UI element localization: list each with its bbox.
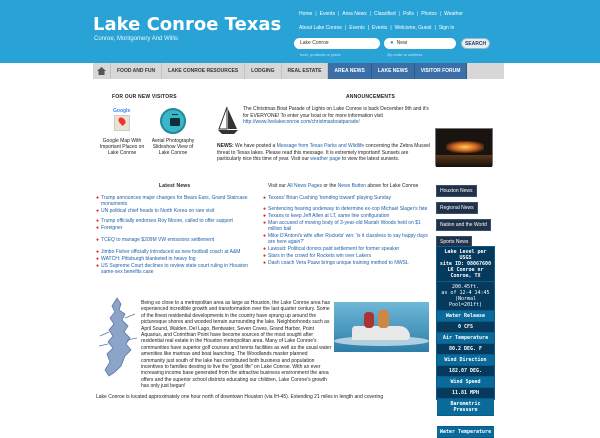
lake-widget-head-line: Lake Level per USGS	[444, 249, 487, 261]
list-item	[263, 220, 431, 232]
news-link[interactable]: Texans to keep Jeff Allen at LT, same line configuration	[268, 213, 390, 219]
announcement-news	[217, 143, 431, 163]
list-item	[96, 208, 260, 214]
bullet-icon: ●	[96, 263, 100, 269]
news-list-left	[96, 195, 260, 276]
google-map-card[interactable]	[99, 104, 145, 156]
list-item	[263, 253, 431, 259]
visit-text: or the	[322, 183, 338, 189]
bullet-icon: ●	[96, 237, 100, 243]
news-link[interactable]: Stars in the crowd for Rockets win over Lakers	[268, 253, 372, 259]
announcements-title: ANNOUNCEMENTS	[346, 94, 395, 100]
sailboat-icon	[217, 105, 239, 135]
list-item	[263, 233, 431, 245]
news-link[interactable]: Man accused of moving body of 3-year-old Mariah Woods held on $1 million bail	[268, 220, 421, 232]
announcement-news-text-3: to view the latest sunsets.	[340, 156, 400, 162]
news-link[interactable]: Sentencing hearing underway to determine ex-cop Michael Slager's fate	[268, 206, 428, 212]
topnav-separator: |	[398, 11, 401, 17]
topnav-separator: |	[416, 11, 419, 17]
topnav-separator: |	[390, 25, 392, 31]
announcement-news-text-1: We have posted a	[233, 143, 277, 149]
lake-widget-header	[437, 247, 494, 281]
nation-world-button[interactable]: Nation and the World	[436, 219, 491, 231]
home-icon[interactable]	[93, 63, 111, 79]
announcement-boat-parade-text: The Christmas Boat Parade of Lights on Lake Conroe is back December 9th and it's for EVERYONE! To enter your boat or for more information visit	[243, 106, 429, 119]
list-item	[96, 225, 260, 231]
list-item	[96, 249, 260, 255]
night-lighthouse-photo[interactable]	[435, 128, 493, 166]
search-what-value: Lake Conroe	[300, 40, 329, 46]
search-where-input[interactable]	[384, 38, 456, 49]
search-button[interactable]: SEARCH	[461, 38, 490, 49]
site-subtitle: Conroe, Montgomery And Willis	[94, 36, 179, 42]
news-link[interactable]: UN political chief heads to North Korea on rare visit	[101, 208, 215, 214]
lake-level-value	[437, 281, 494, 310]
news-link[interactable]: Foreigner	[101, 225, 123, 231]
bullet-icon: ●	[263, 246, 267, 252]
news-link[interactable]: WATCH: Pittsburgh blanketed in heavy fog	[101, 256, 196, 262]
topnav-photos[interactable]: Photos	[421, 11, 437, 17]
lake-widget-head-line: Conroe, TX	[450, 273, 481, 279]
topnav-separator: |	[367, 25, 370, 31]
bullet-icon: ●	[96, 195, 100, 201]
visit-text: above for Lake Conroe	[366, 183, 419, 189]
list-item	[263, 260, 431, 266]
nav-lake-news[interactable]: LAKE NEWS	[372, 63, 415, 79]
nav-food-and-fun[interactable]: FOOD AND FUN	[111, 63, 162, 79]
wind-direction-value: 182.07 DEG.	[448, 368, 483, 374]
list-item	[263, 246, 431, 252]
list-item	[96, 263, 260, 275]
aerial-slideshow-label: Aerial Photography Slideshow View of Lake Conroe	[151, 138, 195, 156]
lake-widget-head-line: LK Conroe nr	[447, 267, 484, 273]
list-item	[96, 218, 260, 224]
air-temperature-value: 80.2 DEG. F	[448, 346, 483, 352]
water-release-label: Water Release	[437, 310, 494, 322]
list-item	[96, 237, 260, 243]
welcome-guest: Welcome, Guest	[394, 25, 432, 31]
news-link[interactable]: Texans' Brian Cushing 'trending toward' playing Sunday	[268, 195, 391, 201]
topnav-separator: |	[337, 11, 340, 17]
news-link[interactable]: Lawsuit: Political donors paid settlement for former speaker	[268, 246, 400, 252]
secondary-nav	[299, 25, 457, 31]
news-link[interactable]: TCEQ to manage $209M VW emissions settlement	[101, 237, 215, 243]
search-where-value: Near	[396, 40, 408, 46]
search-what-input[interactable]	[294, 38, 380, 49]
region-buttons	[436, 185, 492, 253]
news-link[interactable]: Trump officially endorses Roy Moore, called to offer support	[101, 218, 233, 224]
boat-parade-link[interactable]: http://www.livelakeconroe.com/christmasboatparade/	[243, 119, 360, 125]
news-link[interactable]: Trump announces major changes for Bears Ears, Grand Staircase monuments	[101, 195, 248, 207]
topnav-home[interactable]: Home	[299, 11, 313, 17]
bullet-icon: ●	[96, 225, 100, 231]
topnav-events[interactable]: Events	[319, 11, 335, 17]
google-map-label: Google Map With Important Places on Lake Conroe	[99, 138, 145, 156]
list-item	[96, 256, 260, 262]
bullet-icon: ●	[263, 206, 267, 212]
bullet-icon: ●	[96, 249, 100, 255]
announcement-news-text-2: concerning the Zebra Mussel threat to Texas lakes. Please read this message. It is extremely important! Sunsets are particularly nice this time of year. Visit our	[217, 143, 430, 162]
announcement-boat-parade	[243, 106, 431, 126]
latest-news-title: Latest News	[159, 183, 191, 189]
bullet-icon: ●	[263, 260, 267, 266]
wind-speed-value: 11.81 MPH	[451, 390, 480, 396]
barometric-pressure-label: Barometric Pressure	[437, 398, 494, 416]
announcement-news-lead: NEWS:	[217, 143, 234, 149]
nav-lake-conroe-resources[interactable]: LAKE CONROE RESOURCES	[162, 63, 245, 79]
lake-level-widget	[436, 246, 495, 435]
news-link[interactable]: Mike D'Antoni's wife after Rockets' win: 'is it classless to say happy days are here again?'	[268, 233, 428, 245]
list-item	[263, 206, 431, 212]
topnav-area-news[interactable]: Area News	[342, 11, 367, 17]
water-temperature-label: Water Temperature	[437, 426, 494, 438]
lake-map-icon	[95, 296, 141, 378]
list-item	[263, 213, 431, 219]
google-map-icon-text: Google	[113, 108, 131, 114]
bullet-icon: ●	[96, 208, 100, 214]
visitors-title: FOR OUR NEW VISITORS	[112, 94, 177, 100]
houston-news-button[interactable]: Houston News	[436, 185, 477, 197]
news-button-link[interactable]: News Button	[337, 183, 367, 189]
list-item	[96, 195, 260, 207]
sign-in-link[interactable]: Sign In	[438, 25, 455, 31]
search-what-hint: food, products or place	[300, 52, 341, 57]
site-header	[0, 0, 600, 63]
search-where-hint: Zip code or address	[387, 52, 423, 57]
topnav-separator: |	[369, 11, 372, 17]
air-temperature-label: Air Temperature	[437, 332, 494, 344]
lake-level-line: as of 12-4 14:45	[441, 290, 490, 296]
news-link[interactable]: US Supreme Court declines to review state court ruling in Houston same-sex benefits case	[101, 263, 249, 275]
wind-direction-label: Wind Direction	[437, 354, 494, 366]
visit-news-line	[268, 183, 418, 189]
bullet-icon: ●	[263, 233, 267, 239]
tpwd-message-link[interactable]: Message from Texas Parks and Wildlife	[276, 143, 365, 149]
topnav-weather[interactable]: Weather	[444, 11, 463, 17]
nav-real-estate[interactable]: REAL ESTATE	[282, 63, 329, 79]
visit-text: Visit our	[268, 183, 288, 189]
jetski-photo	[334, 302, 429, 352]
bullet-icon: ●	[96, 256, 100, 262]
lake-widget-head-line: site ID: 08067600	[439, 261, 492, 267]
topnav-separator: |	[434, 25, 436, 31]
all-news-pages-link[interactable]: All News Pages	[287, 183, 323, 189]
topnav-separator: |	[315, 11, 317, 17]
news-list-right	[263, 195, 431, 267]
site-title[interactable]: Lake Conroe Texas	[93, 14, 282, 35]
sports-news-button[interactable]: Sports News	[436, 236, 472, 248]
topnav-separator: |	[345, 25, 347, 31]
nav-area-news[interactable]: AREA NEWS	[328, 63, 371, 79]
topnav-polls[interactable]: Polls	[403, 11, 414, 17]
bullet-icon: ●	[96, 218, 100, 224]
location-pin-icon: ●	[390, 40, 394, 46]
weather-page-link[interactable]: weather page	[310, 156, 341, 162]
topnav2-events-2[interactable]: Events	[372, 25, 388, 31]
news-link[interactable]: Dash coach Vera Pauw brings unique training method to NWSL	[268, 260, 409, 266]
intro-paragraph: Being so close to a metropolitan area as large as Houston, the Lake Conroe area has experienced incredible growth and transformation over the last quarter century. Some of the finest residential developments in the country have sprung up around the picturesque shores and wooded terrain surrounding the lake. Neighborhoods such as April Sound, Walden, Del Lago, Bentwater, Seven Coves, Grand Harbor, Point Aquarius, and Corinthian Point have become sources of the most sought after residential real estate in the Houston metropolitan area. Many of Lake Conroe's communities have superior golf courses and tennis facilities as well as the usual water amenities like marinas and boat launching. The Woodlands master planned community just south of the lake has contributed both business and population incentives to families desiring to live the "good life" on Lake Conroe. With an ever increasing income base generated from the attractive business environment the area offers and the superior school districts educating our children, Lake Conroe's growth has only just begun!	[141, 300, 332, 390]
bullet-icon: ●	[263, 213, 267, 219]
topnav-separator: |	[439, 11, 442, 17]
aerial-slideshow-card[interactable]	[149, 104, 197, 156]
barometric-pressure-value: 25.1 in	[454, 418, 477, 424]
wind-speed-label: Wind Speed	[437, 376, 494, 388]
bullet-icon: ●	[263, 220, 267, 226]
lake-level-line: (Normal Pool=201ft)	[448, 296, 483, 308]
list-item	[263, 195, 431, 201]
news-link[interactable]: Jimbo Fisher officially introduced as new football coach at A&M	[101, 249, 241, 255]
nav-visitor-forum[interactable]: VISITOR FORUM	[415, 63, 468, 79]
aerial-tram-icon	[160, 108, 186, 134]
water-release-value: 0 CFS	[457, 324, 474, 330]
location-paragraph: Lake Conroe is located approximately one hour north of downtown Houston (via IH-45). Extending 21 miles in length and covering	[96, 394, 384, 400]
regional-news-button[interactable]: Regional News	[436, 202, 478, 214]
topnav2-events[interactable]: Events	[349, 25, 365, 31]
nav-lodging[interactable]: LODGING	[245, 63, 281, 79]
top-nav	[299, 11, 466, 17]
bullet-icon: ●	[263, 253, 267, 259]
google-map-icon	[109, 108, 135, 134]
topnav2-about[interactable]: About Lake Conroe	[299, 25, 343, 31]
lake-level-line: 200.45ft.	[451, 284, 480, 290]
main-nav	[93, 63, 504, 79]
topnav-classified[interactable]: Classified	[374, 11, 396, 17]
bullet-icon: ●	[263, 195, 267, 201]
